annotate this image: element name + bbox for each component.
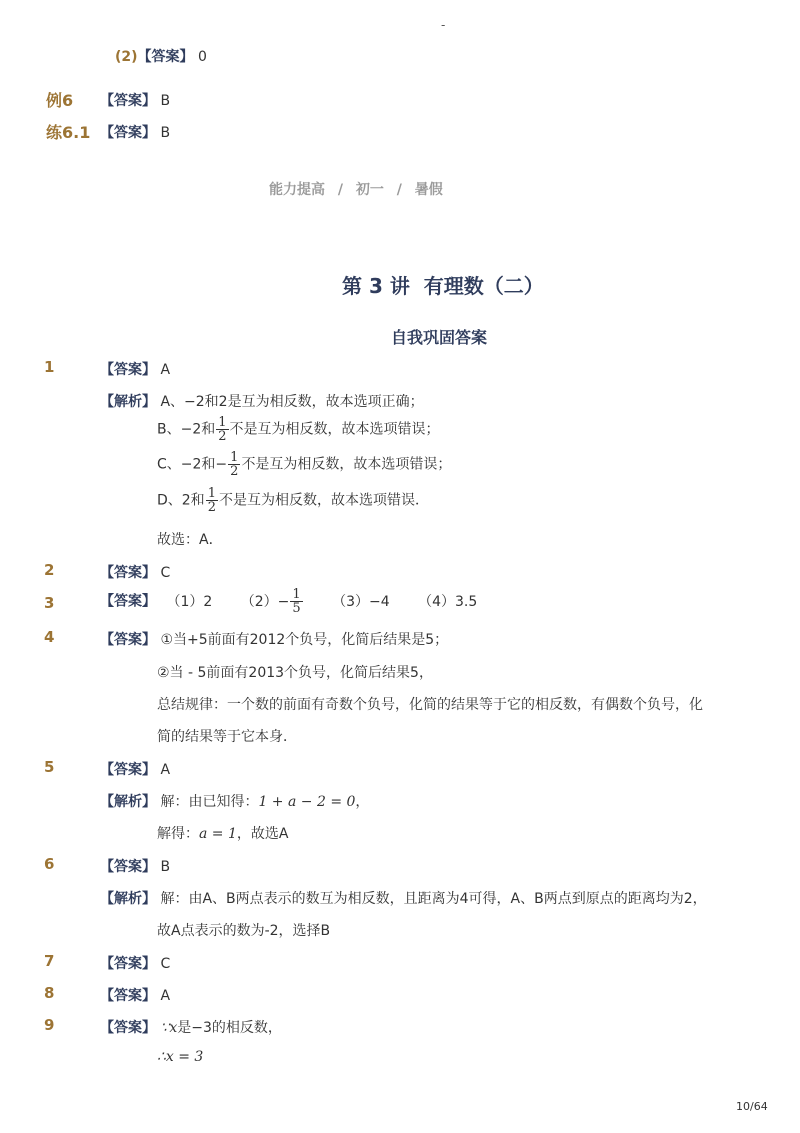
answer-tag: 【答案】 xyxy=(100,565,156,581)
equation: a = 1 xyxy=(199,826,237,842)
q4-answer-line-2: ②当 - 5前面有2013个负号，化简后结果5， xyxy=(157,665,433,681)
banner-sep-2: / xyxy=(396,182,402,198)
analysis-text: 解：由A、B两点表示的数互为相反数，且距离为4可得，A、B两点到原点的距离均为2， xyxy=(160,891,707,907)
answer-tag: 【答案】 xyxy=(100,362,156,378)
answer-tag: 【答案】 xyxy=(100,1020,156,1036)
part-3: （3）−4 xyxy=(332,593,390,610)
answer-tag: 【答案】 xyxy=(100,762,156,778)
answer-tag: 【答案】 xyxy=(100,956,156,972)
answer-tag: 【答案】 xyxy=(100,859,156,875)
answer-tag: 【答案】 xyxy=(100,632,156,648)
q3-answer xyxy=(100,588,477,615)
question-number-8: 8 xyxy=(44,984,55,1002)
line-suffix: 不是互为相反数，故本选项错误； xyxy=(229,421,440,438)
answer-tag: 【答案】 xyxy=(100,125,156,141)
banner-part-1: 能力提高 xyxy=(269,182,325,198)
answer-tag: 【答案】 xyxy=(100,988,156,1004)
analysis-text: A、−2和2是互为相反数，故本选项正确； xyxy=(160,394,424,410)
q1-analysis-line-a xyxy=(100,391,424,411)
fraction-one-fifth: $\frac{1}{5}$ xyxy=(292,587,301,616)
answer-value: B xyxy=(160,859,171,875)
example-6-label: 例6 xyxy=(46,91,74,110)
item-label: (2) xyxy=(115,49,138,65)
analysis-tag: 【解析】 xyxy=(100,394,156,410)
question-number-9: 9 xyxy=(44,1016,55,1034)
answer-value: C xyxy=(160,565,171,581)
equation: 1 + a − 2 = 0 xyxy=(258,794,356,810)
line-prefix: B、−2和 xyxy=(157,421,216,438)
q2-answer xyxy=(100,562,170,582)
question-number-7: 7 xyxy=(44,952,55,970)
q4-answer-line-4: 简的结果等于它本身． xyxy=(157,729,297,745)
banner-sep-1: / xyxy=(337,182,343,198)
answer-value: A xyxy=(160,362,171,378)
answer-value: B xyxy=(160,93,171,109)
line-suffix: 不是互为相反数，故本选项错误； xyxy=(241,456,452,473)
answer-value: C xyxy=(160,956,171,972)
banner-part-3: 暑假 xyxy=(414,182,443,198)
question-number-1: 1 xyxy=(44,358,55,376)
lecture-title: 第 3 讲 有理数（二） xyxy=(342,274,544,298)
prev-item-2 xyxy=(115,46,207,66)
fraction-one-half: $\frac{1}{2}$ xyxy=(218,415,227,444)
answer-tag: 【答案】 xyxy=(100,93,156,109)
top-mark: - xyxy=(441,18,446,32)
answer-value: 0 xyxy=(198,49,207,65)
question-number-6: 6 xyxy=(44,855,55,873)
q4-answer-line-1 xyxy=(100,629,448,649)
line-prefix: D、2和 xyxy=(157,492,205,509)
analysis-tag: 【解析】 xyxy=(100,794,156,810)
course-banner xyxy=(269,179,443,199)
q6-analysis-line-2: 故A点表示的数为-2，选择B xyxy=(157,923,331,939)
math: ∵x xyxy=(160,1020,178,1036)
q5-answer xyxy=(100,759,170,779)
q9-answer-line-2: ∴x = 3 xyxy=(157,1049,204,1065)
part-2: （2）− $\frac{1}{5}$ xyxy=(240,587,301,616)
answer-value: A xyxy=(160,988,171,1004)
line-suffix: 不是互为相反数，故本选项错误． xyxy=(218,492,429,509)
answer-tag: 【答案】 xyxy=(100,593,156,610)
fraction-one-half: $\frac{1}{2}$ xyxy=(230,450,239,479)
q5-analysis-line-1: 【解析】 解：由已知得：1 + a − 2 = 0， xyxy=(100,794,370,810)
question-number-5: 5 xyxy=(44,758,55,776)
section-title: 自我巩固答案 xyxy=(391,328,488,347)
practice-6-1-label: 练6.1 xyxy=(46,123,91,142)
q5-analysis-line-2: 解得：a = 1，故选A xyxy=(157,826,289,842)
line-prefix: C、−2和− xyxy=(157,456,228,473)
answer-value: B xyxy=(160,125,171,141)
fraction-one-half: $\frac{1}{2}$ xyxy=(207,486,216,515)
q1-conclusion: 故选：A． xyxy=(157,532,223,548)
question-number-2: 2 xyxy=(44,561,55,579)
q1-analysis-line-d xyxy=(157,487,429,514)
q6-answer xyxy=(100,856,170,876)
part-4: （4）3.5 xyxy=(418,593,478,610)
banner-part-2: 初一 xyxy=(355,182,384,198)
q1-analysis-line-c xyxy=(157,451,451,478)
analysis-tag: 【解析】 xyxy=(100,891,156,907)
practice-6-1-answer xyxy=(100,122,170,142)
answer-text: ①当+5前面有2012个负号，化简后结果是5； xyxy=(160,632,449,648)
part-1: （1）2 xyxy=(166,593,213,610)
q1-answer xyxy=(100,359,170,379)
q6-analysis-line-1 xyxy=(100,888,707,908)
question-number-3: 3 xyxy=(44,594,55,612)
page-number: 10/64 xyxy=(736,1100,768,1113)
question-number-4: 4 xyxy=(44,628,55,646)
q8-answer xyxy=(100,985,170,1005)
q4-answer-line-3: 总结规律：一个数的前面有奇数个负号，化简的结果等于它的相反数，有偶数个负号，化 xyxy=(157,697,703,713)
example-6-answer xyxy=(100,90,170,110)
q1-analysis-line-b xyxy=(157,416,440,443)
q9-answer-line-1: 【答案】 ∵x是−3的相反数， xyxy=(100,1020,282,1036)
answer-tag: 【答案】 xyxy=(137,49,194,65)
q7-answer xyxy=(100,953,170,973)
answer-value: A xyxy=(160,762,171,778)
